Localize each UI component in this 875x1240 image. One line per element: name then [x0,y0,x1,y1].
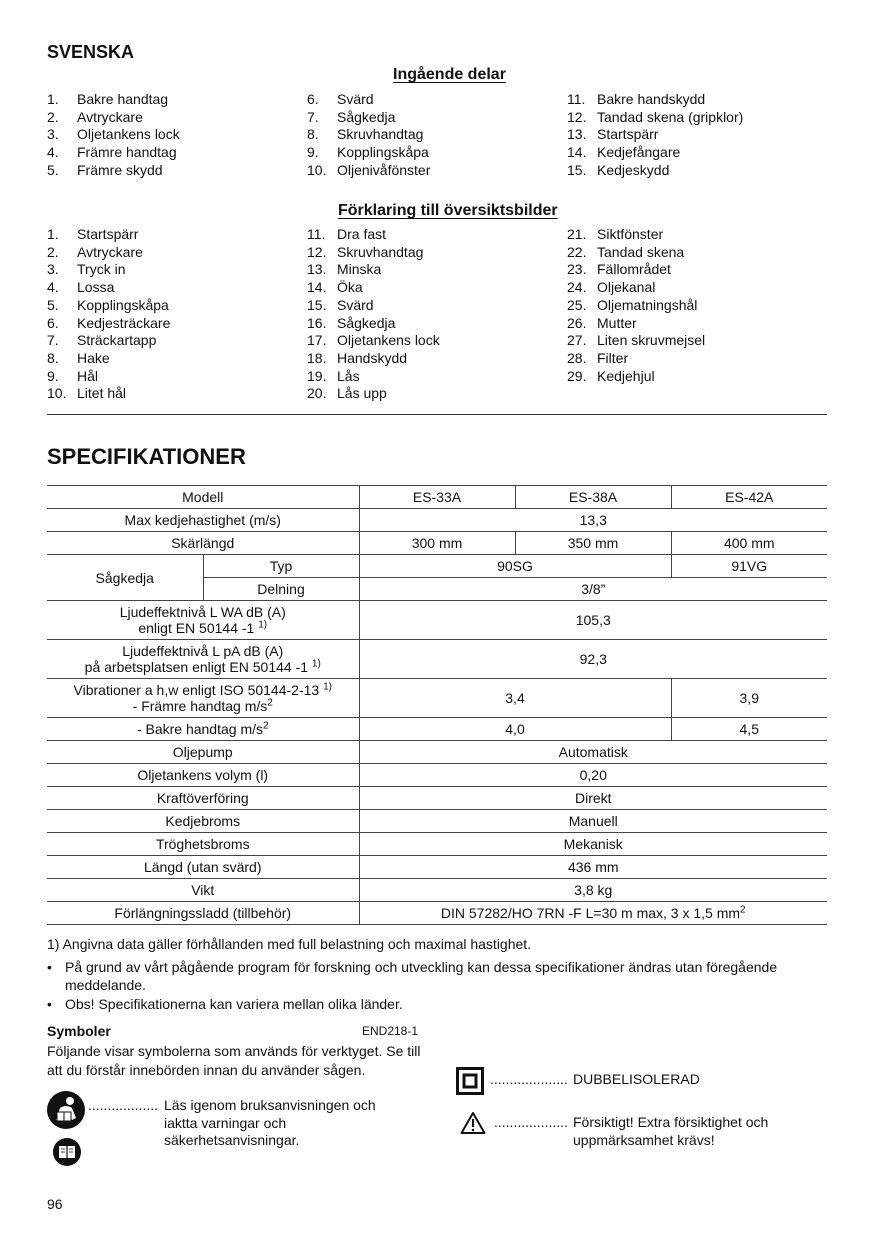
list-item: 11. Dra fast [307,226,387,242]
table-row [47,856,827,879]
list-item: 4. Främre handtag [47,144,177,161]
cut-length-c: 400 mm [671,532,827,555]
brake-label: Kedjebroms [47,810,359,833]
lpa-label: Ljudeffektnivå L pA dB (A) på arbetsplatsen enligt EN 50144 -1 $^{1)}$ [47,640,359,679]
type-value-a: 90SG [359,555,671,578]
oil-pump-label: Oljepump [47,741,359,764]
vibration-rear-label: - Bakre handtag $m/s^2$ [47,718,359,741]
weight-value: 3,8 kg [359,879,827,902]
max-speed-value: 13,3 [359,509,827,532]
cut-length-label: Skärlängd [47,532,359,555]
list-item: 8. Hake [47,349,110,366]
vibration-rear-a: 4,0 [359,718,671,741]
list-item: 5. Främre skydd [47,161,163,178]
language-heading: SVENSKA [47,42,135,62]
list-item: 10. Litet hål [47,385,127,402]
list-item: 24. Oljekanal [567,279,656,296]
list-item: 9. Kopplingskåpa [307,144,429,161]
table-row [47,555,827,578]
table-row [47,741,827,764]
inertia-label: Tröghetsbroms [47,833,359,856]
length-value: 436 mm [359,856,827,879]
spec-table [47,485,827,925]
table-row [47,532,827,555]
list-item: 3. Oljetankens lock [47,126,180,143]
oil-pump-value: Automatisk [359,741,827,764]
cord-label: Förlängningssladd (tillbehör) [47,902,359,925]
vibration-rear-b: 4,5 [671,718,827,741]
table-row [47,718,827,741]
list-item: 13. Startspärr [567,126,659,143]
vibration-front-b: 3,9 [671,679,827,718]
section-divider [47,414,827,415]
table-row [47,679,827,718]
model-c: ES-42A [671,486,827,509]
oil-volume-value: 0,20 [359,764,827,787]
list-item: 22. Tandad skena [567,243,685,260]
list-item: 4. Lossa [47,279,115,296]
symbols-intro: Följande visar symbolerna som används för verktyget. Se till att du förstår innebörden innan du använder sågen. [47,1043,421,1078]
transmission-value: Direkt [359,787,827,810]
list-item: 21. Siktfönster [567,226,664,242]
warning-icon [460,1111,486,1135]
lwa-label: Ljudeffektnivå L WA dB (A) enligt EN 50144 -1 $^{1)}$ [47,601,359,640]
explanation-col-2 [307,226,440,403]
model-a: ES-33A [359,486,515,509]
model-label: Modell [47,486,359,509]
list-item: 12. Tandad skena (gripklor) [567,108,744,125]
double-insulation-text: .................... DUBBELISOLERAD [490,1071,700,1087]
list-item: 1. Bakre handtag [47,91,169,107]
oil-volume-label: Oljetankens volym (l) [47,764,359,787]
length-label: Längd (utan svärd) [47,856,359,879]
list-item: 5. Kopplingskåpa [47,296,169,313]
list-item: 1. Startspärr [47,226,139,242]
list-item: 8. Skruvhandtag [307,126,424,143]
table-row [47,833,827,856]
table-row [47,509,827,532]
parts-col-1 [47,91,180,180]
list-item: 3. Tryck in [47,261,126,278]
pitch-label: Delning [203,578,359,601]
list-item: 2. Avtryckare [47,243,143,260]
explanation-col-3 [567,226,705,385]
cut-length-b: 350 mm [515,532,671,555]
list-item: 25. Oljematningshål [567,296,698,313]
list-item: 6. Kedjesträckare [47,314,171,331]
table-row [47,787,827,810]
symbols-heading: Symboler [47,1023,111,1039]
symbols-code: END218-1 [362,1024,419,1038]
parts-heading: Ingående delar [393,66,506,83]
book-icon [52,1137,82,1167]
chain-label: Sågkedja [47,555,203,601]
caution-text: ................... Försiktigt! Extra försiktighet och uppmärksamhet krävs! [494,1114,769,1148]
inertia-value: Mekanisk [359,833,827,856]
brake-value: Manuell [359,810,827,833]
parts-col-3 [567,91,743,180]
list-item: 11. Bakre handskydd [567,91,706,107]
model-b: ES-38A [515,486,671,509]
bullet-item: • På grund av vårt pågående program för forskning och utveckling kan dessa specifikationer ändras utan föregående meddelande. [47,959,778,993]
list-item: 14. Öka [307,279,363,296]
table-row [47,640,827,679]
table-row [47,879,827,902]
transmission-label: Kraftöverföring [47,787,359,810]
list-item: 15. Svärd [307,296,374,313]
list-item: 13. Minska [307,261,382,278]
table-row [47,601,827,640]
table-row [47,486,827,509]
page-number: 96 [47,1196,63,1212]
cut-length-a: 300 mm [359,532,515,555]
list-item: 7. Sågkedja [307,108,396,125]
list-item: 19. Lås [307,367,360,384]
list-item: 29. Kedjehjul [567,367,655,384]
list-item: 7. Sträckartapp [47,332,157,349]
list-item: 6. Svärd [307,91,374,107]
type-value-b: 91VG [671,555,827,578]
list-item: 17. Oljetankens lock [307,332,440,349]
double-insulation-icon [456,1067,484,1095]
list-item: 16. Sågkedja [307,314,396,331]
list-item: 23. Fällområdet [567,261,671,278]
cord-value: DIN 57282/HO 7RN -F L=30 m max, 3 x 1,5 $mm^2$ [359,902,827,925]
explanation-col-1 [47,226,170,403]
table-row [47,902,827,925]
list-item: 26. Mutter [567,314,637,331]
spec-heading: SPECIFIKATIONER [47,444,246,469]
pitch-value: 3/8” [359,578,827,601]
type-label: Typ [203,555,359,578]
explanation-heading: Förklaring till översiktsbilder [338,202,558,219]
list-item: 2. Avtryckare [47,108,143,125]
max-speed-label: Max kedjehastighet (m/s) [47,509,359,532]
lwa-value: 105,3 [359,601,827,640]
list-item: 14. Kedjefångare [567,144,681,161]
read-manual-icon [46,1090,86,1130]
parts-col-2 [307,91,430,180]
table-row [47,810,827,833]
list-item: 10. Oljenivåfönster [307,161,431,178]
list-item: 15. Kedjeskydd [567,161,670,178]
list-item: 20. Lås upp [307,385,387,402]
list-item: 28. Filter [567,349,629,366]
read-manual-text: .................. Läs igenom bruksanvisningen och iaktta varningar och säkerhetsanvisningar. [88,1097,376,1148]
lpa-value: 92,3 [359,640,827,679]
bullet-item: • Obs! Specifikationerna kan variera mellan olika länder. [47,996,403,1012]
vibration-front-a: 3,4 [359,679,671,718]
weight-label: Vikt [47,879,359,902]
list-item: 18. Handskydd [307,349,408,366]
table-row [47,764,827,787]
vibration-front-label: Vibrationer a h,w enligt ISO 50144-2-13 $^{1)}$ - Främre handtag $m/s^2$ [47,679,359,718]
list-item: 9. Hål [47,367,99,384]
footnote: 1) Angivna data gäller förhållanden med full belastning och maximal hastighet. [47,936,532,952]
list-item: 27. Liten skruvmejsel [567,332,706,349]
list-item: 12. Skruvhandtag [307,243,424,260]
